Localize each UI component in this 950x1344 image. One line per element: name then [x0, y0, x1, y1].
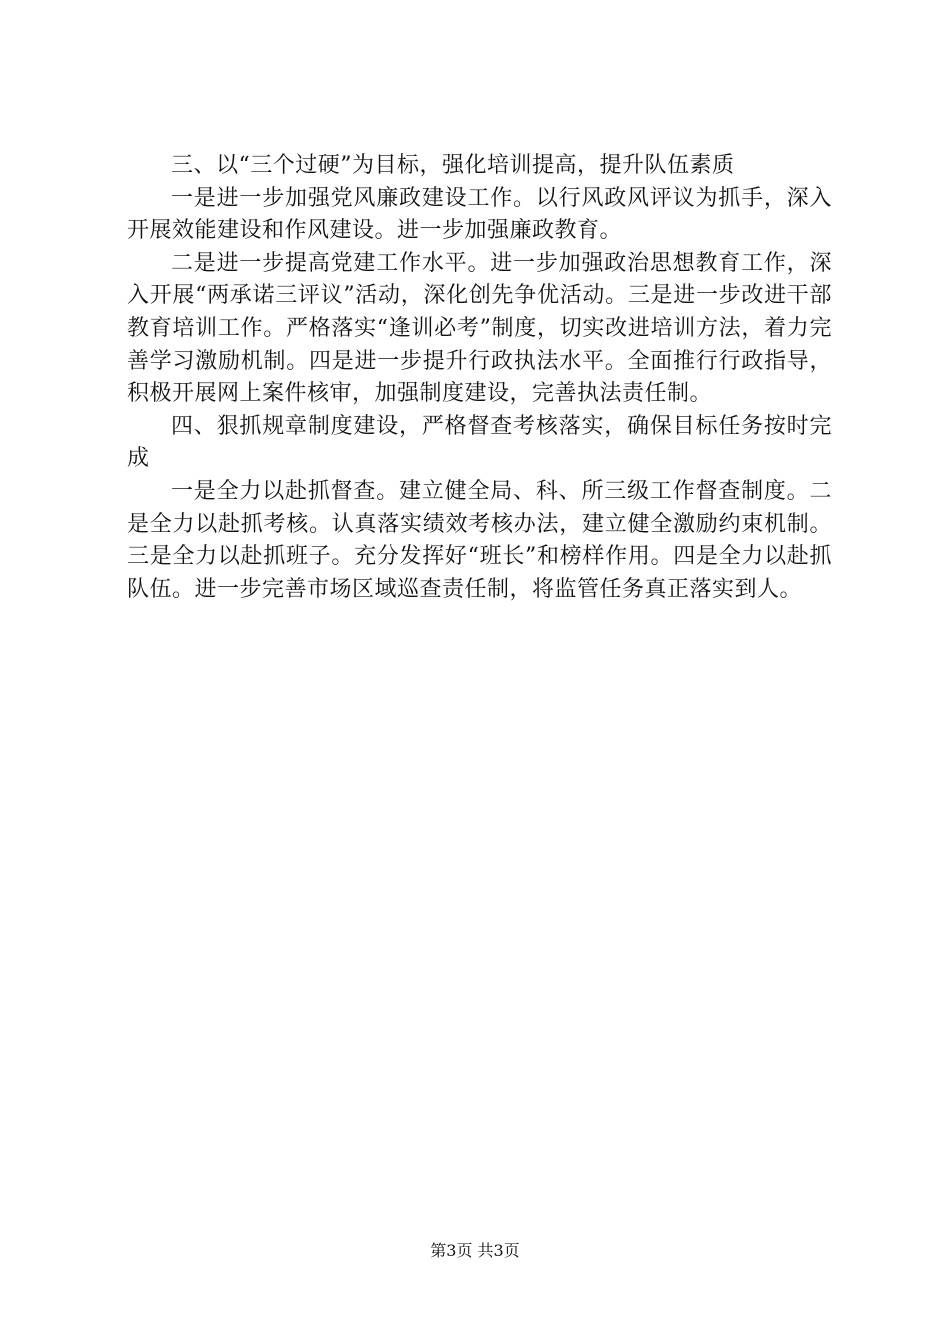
- section-heading-four: 四、狠抓规章制度建设，严格督查考核落实，确保目标任务按时完成: [127, 413, 832, 472]
- section-heading-three: 三、以“三个过硬”为目标，强化培训提高，提升队伍素质: [171, 153, 735, 178]
- page-number: 第3页 共3页: [430, 1241, 520, 1260]
- paragraph-party-building: 二是进一步提高党建工作水平。进一步加强政治思想教育工作，深入开展“两承诺三评议”活动，深化创先争优活动。三是进一步改进干部教育培训工作。严格落实“逢训必考”制度，切实改进培训方法，着力完善学习激励机制。四是进一步提升行政执法水平。全面推行行政指导，积极开展网上案件核审，加强制度建设，完善执法责任制。: [127, 250, 832, 407]
- document-body: [127, 150, 832, 606]
- page-footer: [0, 1241, 950, 1261]
- paragraph-supervision: 一是全力以赴抓督查。建立健全局、科、所三级工作督查制度。二是全力以赴抓考核。认真落实绩效考核办法，建立健全激励约束机制。三是全力以赴抓班子。充分发挥好“班长”和榜样作用。四是全力以赴抓队伍。进一步完善市场区域巡查责任制，将监管任务真正落实到人。: [127, 478, 832, 602]
- paragraph-party-conduct: 一是进一步加强党风廉政建设工作。以行风政风评议为抓手，深入开展效能建设和作风建设。进一步加强廉政教育。: [127, 185, 832, 244]
